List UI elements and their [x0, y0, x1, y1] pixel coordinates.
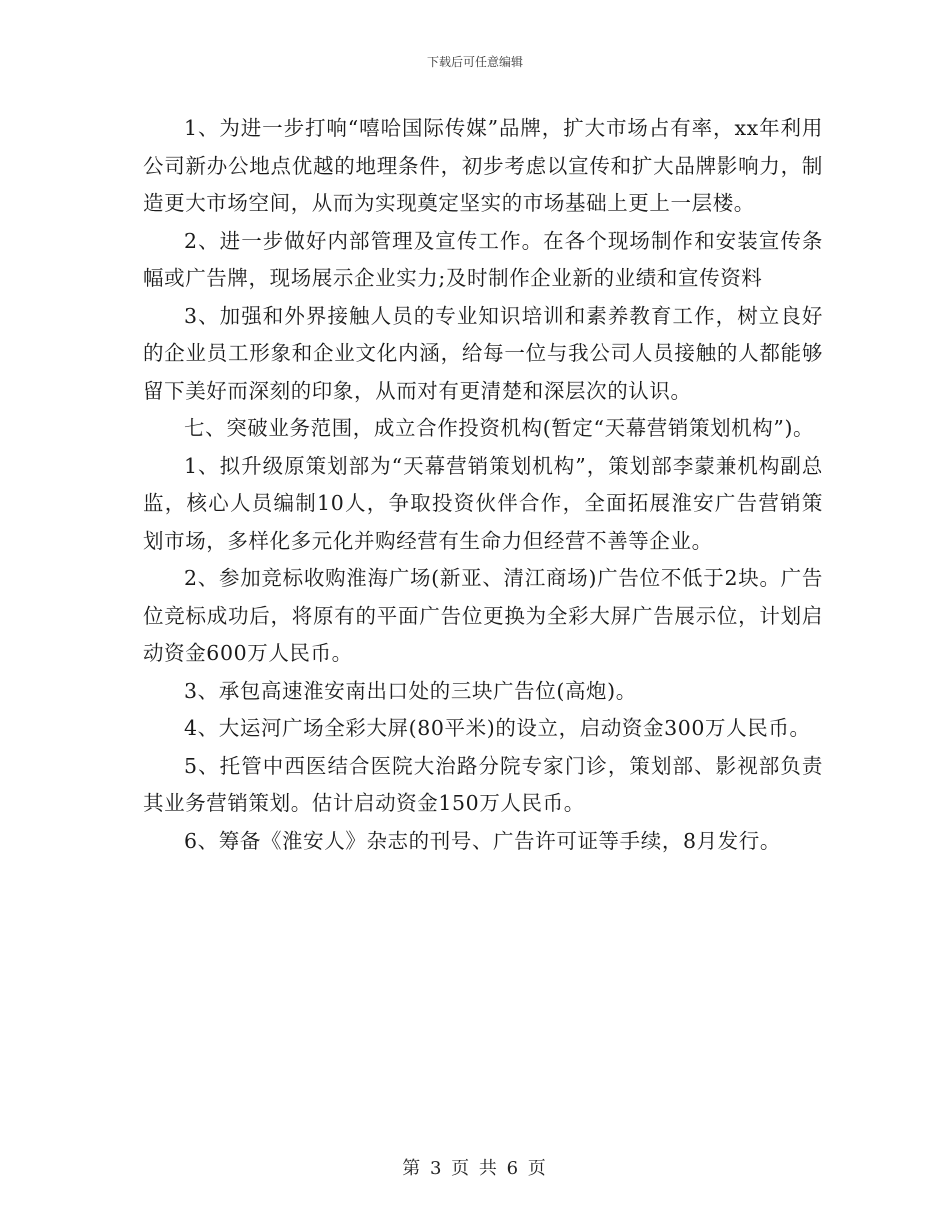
paragraph-brand-promotion: 1、为进一步打响“嘻哈国际传媒”品牌，扩大市场占有率，xx年利用公司新办公地点优越的地理条件，初步考虑以宣传和扩大品牌影响力，制造更大市场空间，从而为实现奠定坚实的市场基础上更上一层楼。	[143, 116, 823, 215]
page-header-note: 下载后可任意编辑	[426, 55, 523, 69]
page-number-footer: 第 3 页 共 6 页	[402, 1158, 548, 1179]
paragraph-staff-training: 3、加强和外界接触人员的专业知识培训和素养教育工作，树立良好的企业员工形象和企业文化内涵，给每一位与我公司人员接触的人都能够留下美好而深刻的印象，从而对有更清楚和深层次的认识。	[143, 303, 823, 403]
document-body	[143, 110, 823, 860]
paragraph-magazine-prep: 6、筹备《淮安人》杂志的刊号、广告许可证等手续，8月发行。	[184, 828, 781, 853]
paragraph-hospital-clinic: 5、托管中西医结合医院大治路分院专家门诊，策划部、影视部负责其业务营销策划。估计启动资金150万人民币。	[143, 753, 823, 815]
paragraph-internal-management: 2、进一步做好内部管理及宣传工作。在各个现场制作和安装宣传条幅或广告牌，现场展示企业实力;及时制作企业新的业绩和宣传资料	[143, 228, 823, 290]
paragraph-bid-ad-space: 2、参加竞标收购淮海广场(新亚、清江商场)广告位不低于2块。广告位竞标成功后，将原有的平面广告位更换为全彩大屏广告展示位，计划启动资金600万人民币。	[143, 566, 823, 665]
paragraph-highway-billboards: 3、承包高速淮安南出口处的三块广告位(高炮)。	[184, 678, 637, 703]
paragraph-canal-plaza-screen: 4、大运河广场全彩大屏(80平米)的设立，启动资金300万人民币。	[184, 716, 811, 740]
paragraph-planning-agency: 1、拟升级原策划部为“天幕营销策划机构”，策划部李蒙兼机构副总监，核心人员编制10人，争取投资伙伴合作，全面拓展淮安广告营销策划市场，多样化多元化并购经营有生命力但经营不善等企业。	[143, 453, 823, 553]
paragraph-section-seven-heading: 七、突破业务范围，成立合作投资机构(暂定“天幕营销策划机构”)。	[184, 416, 815, 440]
